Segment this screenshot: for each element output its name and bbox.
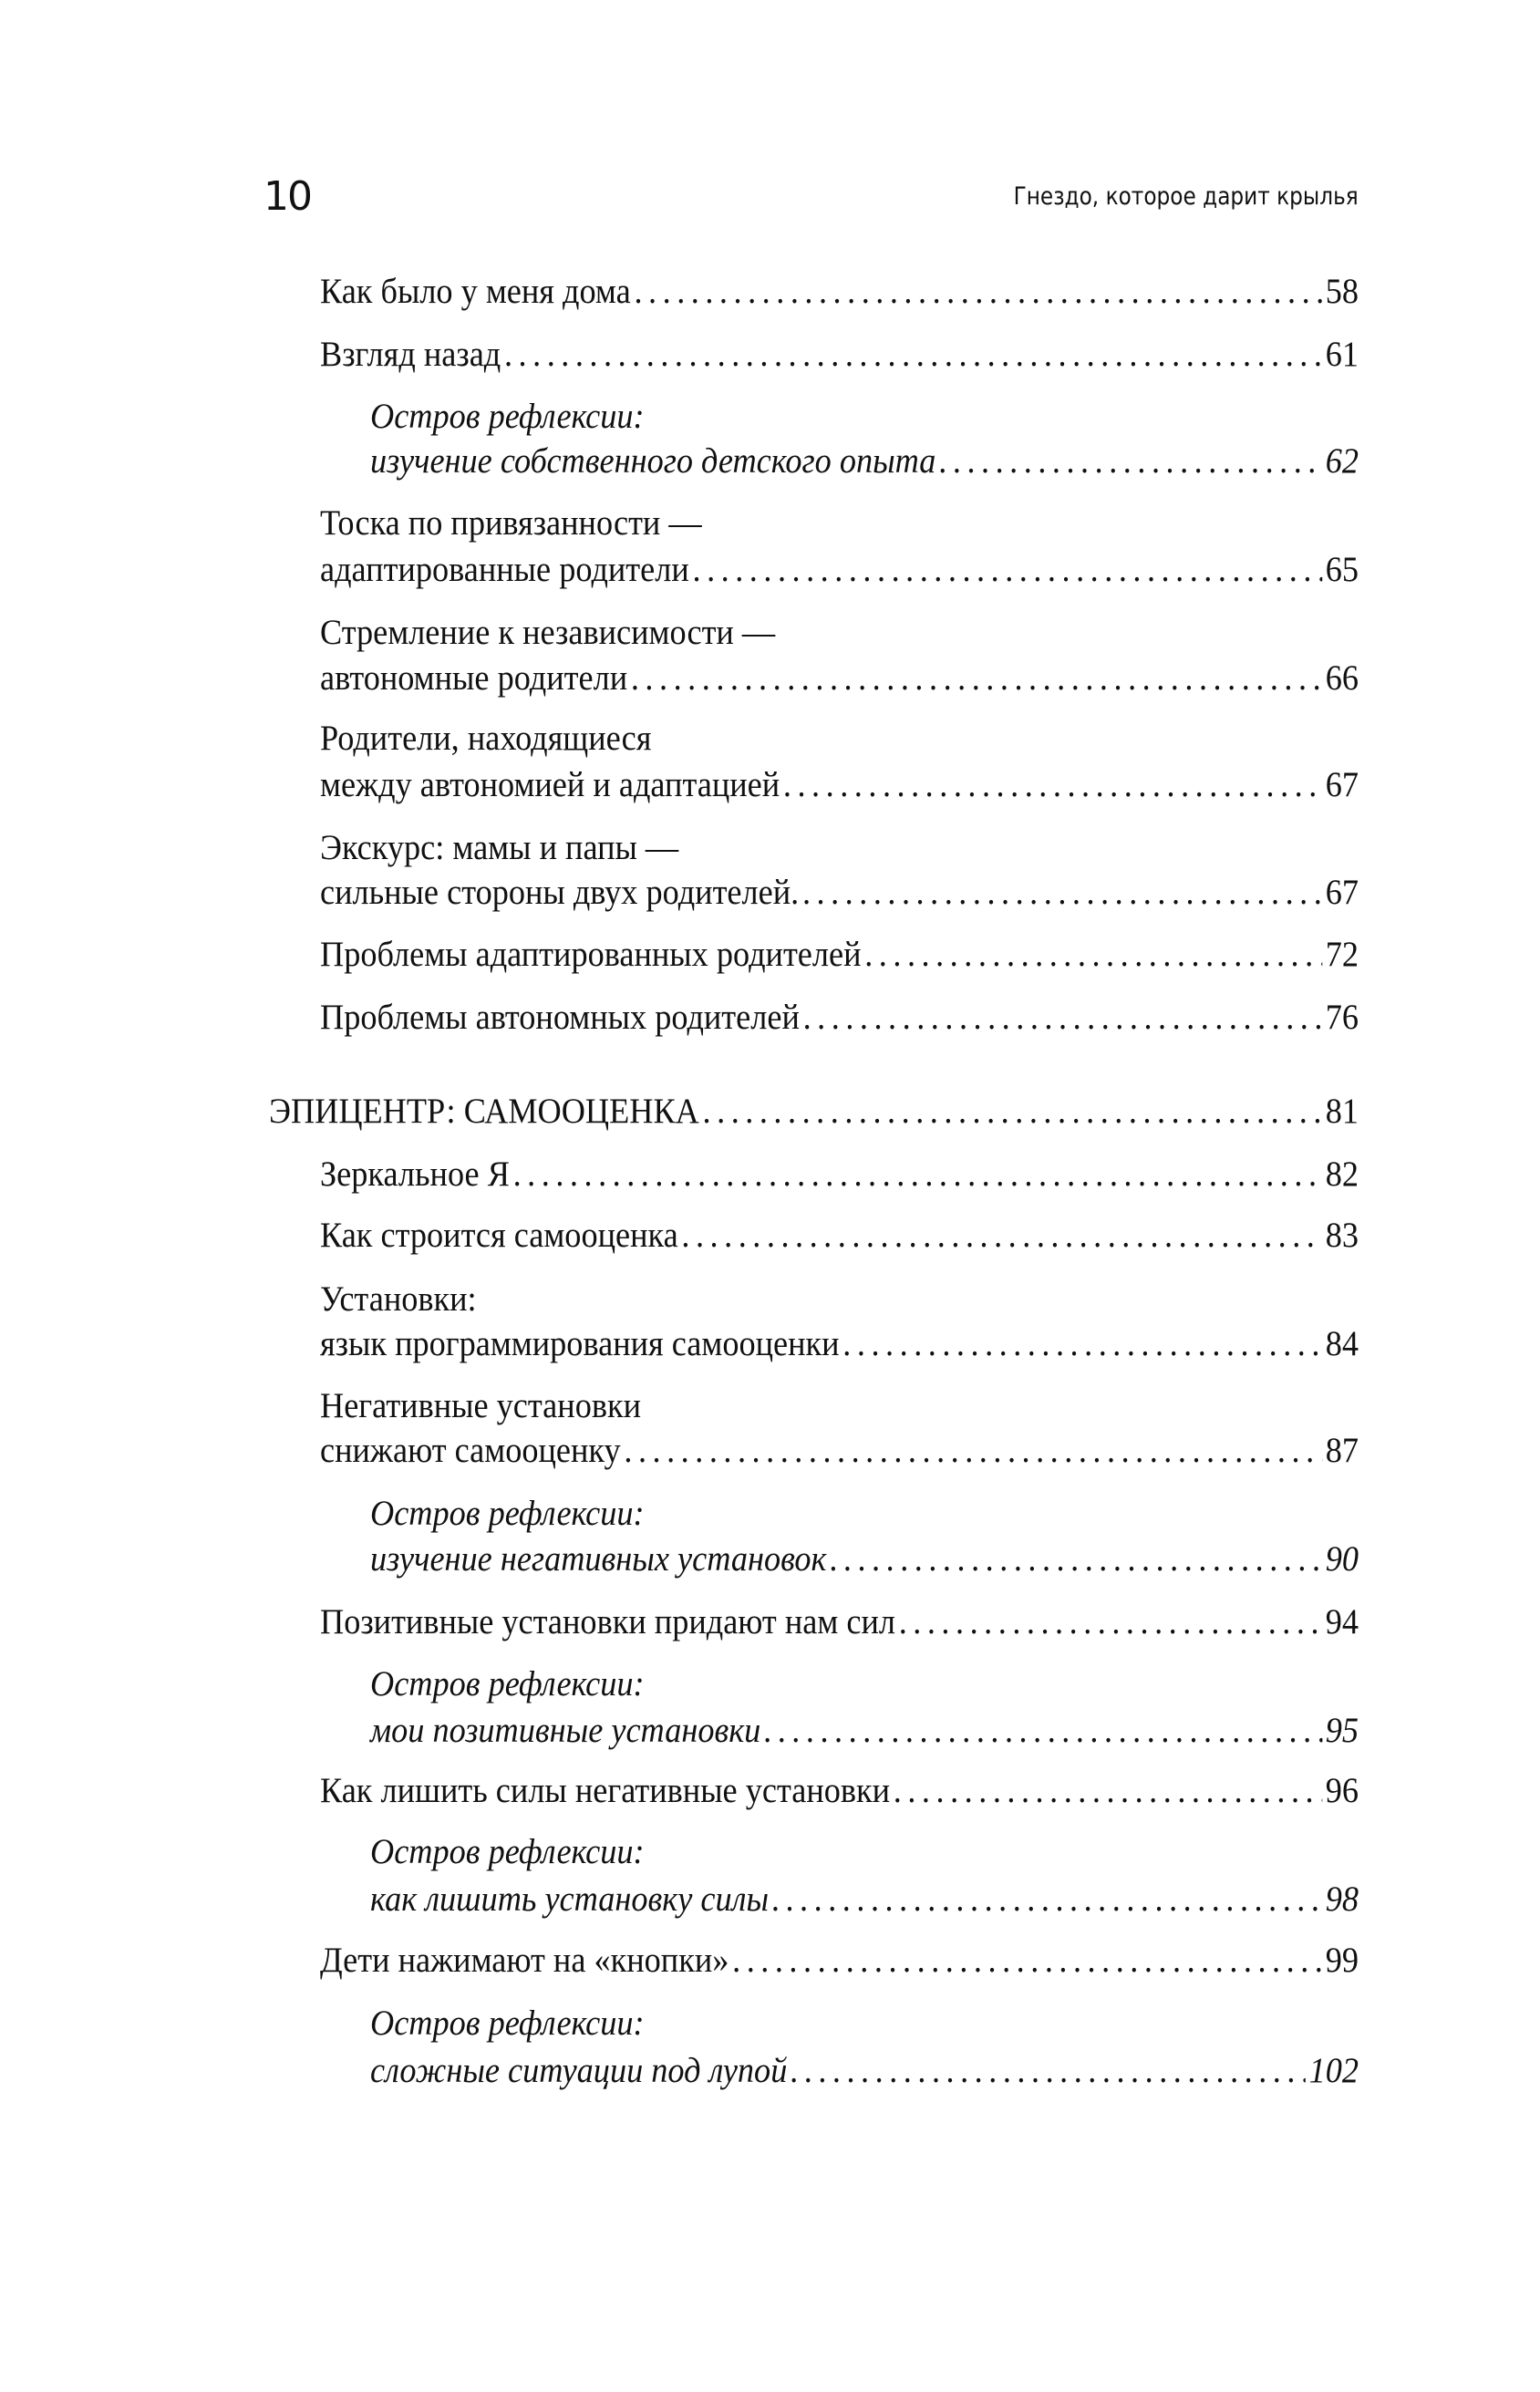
toc-entry-title: автономные родители	[320, 658, 628, 698]
toc-entry	[269, 1092, 1359, 1132]
toc-entry	[370, 1539, 1359, 1579]
toc-entry-title: Стремление к независимости —	[320, 613, 776, 652]
toc-page-number: 81	[1325, 1092, 1359, 1131]
toc-entry	[320, 1602, 1359, 1642]
toc-entry-line	[370, 1664, 1289, 1704]
leader-dots	[764, 1711, 1322, 1751]
toc-entry-title: Остров рефлексии:	[370, 2004, 645, 2043]
toc-entry-title: Остров рефлексии:	[370, 1832, 645, 1871]
leader-dots	[624, 1431, 1322, 1471]
toc-entry	[370, 1879, 1359, 1920]
toc-page-number: 61	[1325, 335, 1359, 374]
leader-dots	[939, 441, 1322, 482]
leader-dots	[692, 550, 1322, 590]
toc-entry-title: между автономией и адаптацией	[320, 765, 780, 804]
toc-entry-line	[320, 1386, 1286, 1426]
toc-entry-line	[320, 613, 1286, 653]
toc-page-number: 58	[1325, 272, 1359, 311]
toc-entry	[320, 998, 1359, 1038]
toc-entry	[370, 1711, 1359, 1751]
toc-entry-title: Экскурс: мамы и папы —	[320, 828, 679, 867]
toc-page-number: 67	[1325, 765, 1359, 804]
toc-entry	[320, 335, 1359, 375]
leader-dots	[842, 1324, 1322, 1364]
leader-dots	[802, 873, 1322, 913]
running-title: Гнездо, которое дарит крылья	[1013, 182, 1359, 211]
toc-entry-title: адаптированные родители	[320, 550, 689, 589]
toc-entry-title: Позитивные установки придают нам сил	[320, 1602, 895, 1641]
toc-entry	[320, 935, 1359, 975]
toc-entry-title: Негативные установки	[320, 1386, 641, 1425]
leader-dots	[504, 335, 1322, 375]
toc-entry-title: Как лишить силы негативные установки	[320, 1771, 891, 1810]
leader-dots	[894, 1771, 1322, 1811]
toc-entry	[320, 873, 1359, 913]
toc-entry	[320, 1155, 1359, 1195]
toc-page-number: 99	[1325, 1941, 1359, 1980]
toc-page-number: 102	[1308, 2051, 1359, 2090]
leader-dots	[681, 1216, 1322, 1256]
toc-page-number: 67	[1325, 873, 1359, 912]
toc-entry-title: Остров рефлексии:	[370, 1494, 645, 1533]
toc-entry	[320, 1431, 1359, 1471]
toc-entry	[320, 1941, 1359, 1981]
toc-entry-title: Взгляд назад	[320, 335, 501, 374]
toc-page-number: 96	[1325, 1771, 1359, 1810]
toc-entry	[320, 658, 1359, 699]
toc-entry-title: Остров рефлексии:	[370, 397, 645, 436]
leader-dots	[732, 1941, 1322, 1981]
leader-dots	[703, 1092, 1322, 1132]
toc-entry-line	[370, 1494, 1289, 1534]
toc-entry-title: Дети нажимают на «кнопки»	[320, 1941, 729, 1980]
toc-entry-title: Тоска по привязанности —	[320, 503, 702, 543]
toc-entry-title: изучение негативных установок	[370, 1539, 827, 1579]
toc-entry-title: Установки:	[320, 1279, 477, 1319]
toc-entry	[320, 1216, 1359, 1256]
toc-page-number: 72	[1325, 935, 1359, 974]
toc-entry-title: как лишить установку силы	[370, 1879, 770, 1919]
toc-entry-line	[320, 1279, 1286, 1320]
toc-entry	[320, 1324, 1359, 1364]
toc-page-number: 66	[1325, 658, 1359, 698]
toc-entry-title: сильные стороны двух родителей.	[320, 873, 800, 912]
toc-entry-line	[370, 1832, 1289, 1872]
toc-page-number: 87	[1325, 1431, 1359, 1470]
toc-entry	[320, 1771, 1359, 1811]
toc-entry-title: язык программирования самооценки	[320, 1324, 840, 1363]
toc-entry-title: Как строится самооценка	[320, 1216, 678, 1255]
toc-page-number: 90	[1325, 1539, 1359, 1579]
toc-entry-title: изучение собственного детского опыта	[370, 441, 936, 481]
toc-entry-title: Проблемы адаптированных родителей	[320, 935, 862, 974]
toc-entry-line	[370, 397, 1289, 437]
toc-entry-title: сложные ситуации под лупой	[370, 2051, 788, 2090]
leader-dots	[803, 998, 1322, 1038]
toc-page-number: 82	[1325, 1155, 1359, 1194]
toc-entry-title: Остров рефлексии:	[370, 1664, 645, 1703]
toc-entry-title: мои позитивные установки	[370, 1711, 761, 1750]
leader-dots	[634, 272, 1322, 312]
toc-entry	[370, 441, 1359, 482]
toc-page-number: 95	[1325, 1711, 1359, 1750]
toc-entry-line	[320, 503, 1286, 544]
leader-dots	[513, 1155, 1322, 1195]
leader-dots	[772, 1879, 1322, 1920]
toc-entry-title: Как было у меня дома	[320, 272, 631, 311]
toc-entry	[320, 765, 1359, 805]
toc-page-number: 62	[1325, 441, 1359, 481]
toc-page-number: 94	[1325, 1602, 1359, 1641]
toc-entry	[320, 550, 1359, 590]
toc-page-number: 84	[1325, 1324, 1359, 1363]
toc-entry-title: Родители, находящиеся	[320, 719, 652, 758]
toc-entry-line	[370, 2004, 1289, 2044]
leader-dots	[791, 2051, 1306, 2091]
toc-page-number: 98	[1325, 1879, 1359, 1919]
leader-dots	[830, 1539, 1322, 1579]
leader-dots	[783, 765, 1322, 805]
toc-page-number: 83	[1325, 1216, 1359, 1255]
toc-entry-line	[320, 828, 1286, 868]
leader-dots	[899, 1602, 1322, 1642]
toc-entry-title: ЭПИЦЕНТР: САМООЦЕНКА	[269, 1092, 699, 1131]
toc-entry	[370, 2051, 1359, 2091]
toc-entry-line	[320, 719, 1286, 759]
page-number: 10	[264, 173, 311, 220]
toc-page-number: 76	[1325, 998, 1359, 1037]
toc-entry-title: Зеркальное Я	[320, 1155, 510, 1194]
toc-page-number: 65	[1325, 550, 1359, 589]
toc-entry	[320, 272, 1359, 312]
toc-entry-title: Проблемы автономных родителей	[320, 998, 800, 1037]
toc-entry-title: снижают самооценку	[320, 1431, 621, 1470]
leader-dots	[864, 935, 1322, 975]
leader-dots	[631, 658, 1322, 699]
